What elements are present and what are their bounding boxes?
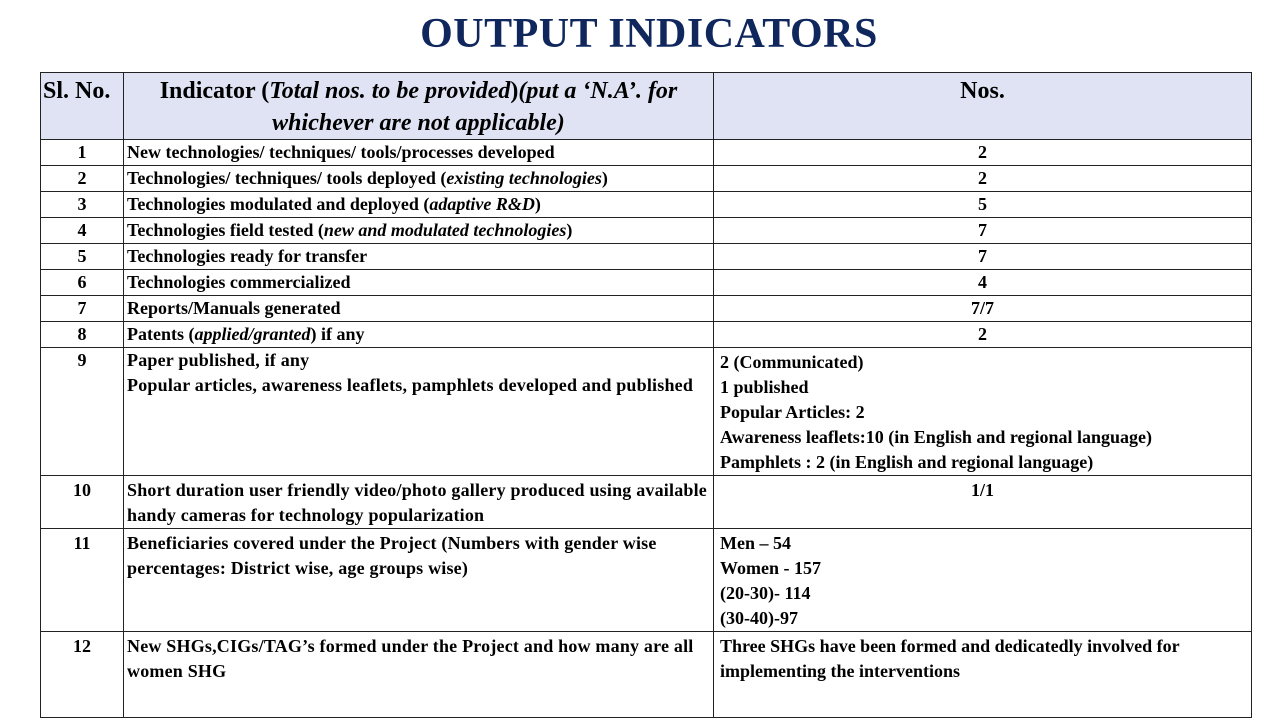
row-sl: 7 xyxy=(41,296,124,322)
row-nos: 2 xyxy=(714,322,1252,348)
slide-title: OUTPUT INDICATORS xyxy=(420,11,878,57)
row-sl: 9 xyxy=(41,348,124,476)
indicator-italic-part: existing technologies xyxy=(446,168,602,188)
row-nos: 1/1 xyxy=(714,476,1252,529)
indicator-text-part: Technologies field tested ( xyxy=(127,220,324,240)
row-indicator: New SHGs,CIGs/TAG’s formed under the Project and how many are all women SHG xyxy=(124,632,714,718)
table-header-row xyxy=(41,73,1252,140)
row-sl: 12 xyxy=(41,632,124,718)
row-nos: 7/7 xyxy=(714,296,1252,322)
header-nos: Nos. xyxy=(714,73,1252,140)
row-nos: 2 xyxy=(714,140,1252,166)
indicator-text-part: ) xyxy=(601,168,608,188)
row-sl: 10 xyxy=(41,476,124,529)
table-row xyxy=(41,218,1252,244)
table-row xyxy=(41,322,1252,348)
row-indicator xyxy=(124,218,714,244)
header-indicator-italic2: (put a ‘N.A’. for whichever are not applicable) xyxy=(272,78,678,136)
indicator-text-part: ) xyxy=(534,194,541,214)
row-indicator: Beneficiaries covered under the Project (Numbers with gender wise percentages: District wise, age groups wise) xyxy=(124,529,714,632)
indicator-text-part: Technologies commercialized xyxy=(127,272,351,292)
row-indicator xyxy=(124,244,714,270)
row-indicator xyxy=(124,322,714,348)
table-row xyxy=(41,348,1252,476)
row-sl: 3 xyxy=(41,192,124,218)
table-row xyxy=(41,632,1252,718)
row-nos: 4 xyxy=(714,270,1252,296)
table-row xyxy=(41,270,1252,296)
indicator-text-part: ) xyxy=(566,220,573,240)
row-sl: 6 xyxy=(41,270,124,296)
indicator-text-part: Patents ( xyxy=(127,324,195,344)
table-row xyxy=(41,476,1252,529)
table-row xyxy=(41,140,1252,166)
row-indicator: Paper published, if any Popular articles, awareness leaflets, pamphlets developed and published xyxy=(124,348,714,476)
indicator-text-part: Technologies ready for transfer xyxy=(127,246,368,266)
indicator-text-part: ) if any xyxy=(310,324,365,344)
row-indicator xyxy=(124,192,714,218)
row-indicator xyxy=(124,296,714,322)
header-indicator xyxy=(124,73,714,140)
header-indicator-prefix: Indicator ( xyxy=(159,78,270,104)
row-indicator xyxy=(124,270,714,296)
indicator-text-part: Technologies/ techniques/ tools deployed ( xyxy=(127,168,447,188)
row-indicator xyxy=(124,140,714,166)
row-indicator xyxy=(124,166,714,192)
row-sl: 1 xyxy=(41,140,124,166)
row-indicator: Short duration user friendly video/photo gallery produced using available handy cameras for technology popularization xyxy=(124,476,714,529)
table-row xyxy=(41,244,1252,270)
header-sl-no: Sl. No. xyxy=(41,73,124,140)
header-indicator-mid: ) xyxy=(510,78,519,104)
row-nos: 7 xyxy=(714,244,1252,270)
table-row xyxy=(41,296,1252,322)
row-sl: 4 xyxy=(41,218,124,244)
table-row xyxy=(41,166,1252,192)
output-indicators-table xyxy=(40,72,1252,718)
header-indicator-italic: Total nos. to be provided xyxy=(269,78,511,104)
indicator-italic-part: applied/granted xyxy=(194,324,311,344)
row-nos: Three SHGs have been formed and dedicatedly involved for implementing the interventions xyxy=(714,632,1252,718)
indicator-italic-part: new and modulated technologies xyxy=(323,220,567,240)
row-nos: 7 xyxy=(714,218,1252,244)
indicator-text-part: Reports/Manuals generated xyxy=(127,298,341,318)
row-sl: 8 xyxy=(41,322,124,348)
row-sl: 2 xyxy=(41,166,124,192)
indicator-text-part: Technologies modulated and deployed ( xyxy=(127,194,430,214)
row-nos: Men – 54 Women - 157 (20-30)- 114 (30-40)-97 xyxy=(714,529,1252,632)
indicator-italic-part: adaptive R&D xyxy=(429,194,535,214)
row-sl: 5 xyxy=(41,244,124,270)
row-sl: 11 xyxy=(41,529,124,632)
indicator-text-part: New technologies/ techniques/ tools/processes developed xyxy=(127,142,555,162)
row-nos: 5 xyxy=(714,192,1252,218)
table-row xyxy=(41,192,1252,218)
table-row xyxy=(41,529,1252,632)
row-nos: 2 (Communicated) 1 published Popular Articles: 2 Awareness leaflets:10 (in English and regional language) Pamphlets : 2 (in English and regional language) xyxy=(714,348,1252,476)
row-nos: 2 xyxy=(714,166,1252,192)
